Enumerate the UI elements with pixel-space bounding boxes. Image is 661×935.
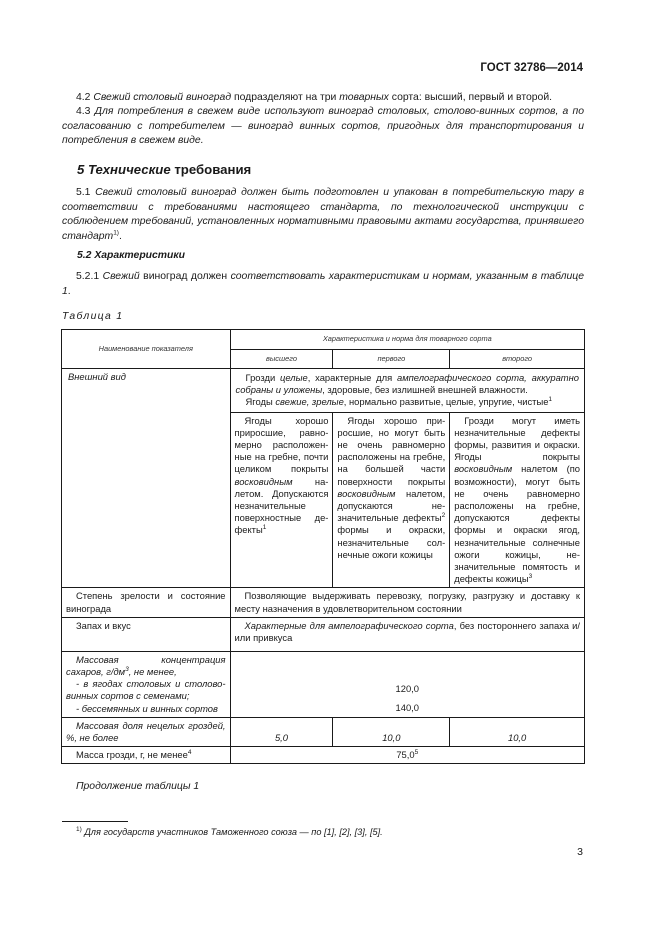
cell-text: Грозди [245,372,281,383]
appearance-grade-2 [333,412,450,588]
paragraph-4-2 [62,91,584,106]
sugar-value-2: 140,0 [395,701,419,713]
cell-text: , характерные для [307,372,397,383]
section-5-2-heading: 5.2 Характеристики [77,250,185,261]
row-label: Массовая доля нецелых гроздей, %, не более [62,717,231,746]
row-label-text: Внешний вид [68,371,126,382]
para-text: подразделяют на три [231,92,340,103]
table-row-ripeness [62,588,585,617]
cell-text: , нормально развитые, целые, упругие, чистые [343,396,549,408]
mass-value [230,747,584,764]
para-text: соответствовать характеристикам и нормам, указанным в таблице 1 [62,271,585,297]
table-caption: Таблица 1 [62,311,124,322]
cell-text: восковидным [454,463,513,475]
characteristics-table [61,329,585,764]
col-header-name: Наименование показателя [62,330,231,369]
appearance-common [230,369,584,413]
table-row-smell [62,617,585,651]
unit-exponent: 3 [125,665,129,673]
paragraph-5-1 [62,186,584,244]
cell-text: Ягоды [245,396,276,408]
appearance-common-line-1 [236,372,579,396]
para-number: 5.2.1 [76,271,103,282]
footnote-ref: 3 [528,573,533,581]
cell-text: Масса грозди, г, не менее [76,749,188,761]
col-header-group: Характеристика и норма для товарного сорта [230,330,584,350]
cell-text: Ягоды хорошо приросшие, но могут быть не очень равномерно расположены на гребне, на большей части поверхности покрыты [337,414,446,487]
para-text: сорта: высший, первый и второй. [388,92,553,103]
defective-value-grade-2: 10,0 [333,717,450,746]
cell-text: Грозди могут иметь незначительные дефекты формы, развития и окраски. Ягоды покрыты [454,414,580,463]
para-text: Свежий столовый виноград должен быть подготовлен и упакован в потребительскую тару в соответствии с требованиями настоящего стандарта, по технологической инструкции с соблюдением требований, установленных нормативными правовыми актами государства, принявшего стандарт [62,187,584,242]
footnote-text: Для государств участников Таможенного союза — по [1], [2], [3], [5]. [81,827,383,837]
cell-text: Ягоды хорошо приросшие, равномерно расположенные на гребне, почти целиком покрыты [234,414,329,475]
footnote-ref: 4 [187,749,192,757]
smell-value [230,617,584,651]
footnote-ref: 5 [414,749,419,757]
heading-part: требования [170,162,252,177]
cell-text: налетом (по возможности), могут быть не очень равномерно расположены на гребне, допускаются дефекты формы и окраски ягод, незначительные солнечные ожоги кожицы, незначительные помятость и дефекты кожицы [454,463,580,585]
row-label [62,651,231,717]
table-row-sugar [62,651,585,717]
para-number: 5.1 [76,187,96,198]
heading-part: 5 Технические [77,162,171,177]
col-header-grade-1: высшего [230,350,333,369]
para-text: виноград должен [139,271,231,282]
cell-text: целые [280,372,308,383]
footnote-ref: 2 [441,512,446,520]
row-label [62,747,231,764]
ripeness-value: Позволяющие выдерживать перевозку, погрузку, разгрузку и доставку к месту назначения в удовлетворительном состоянии [230,588,584,617]
paragraph-4-3 [62,105,584,149]
para-text: . [67,285,71,297]
cell-text: , без постороннего запаха и/или привкуса [234,619,580,644]
para-text: товарных [339,92,389,103]
cell-text: восковидным [337,487,396,499]
footnote-ref: 1 [548,396,553,404]
row-label: Степень зрелости и состояние винограда [62,588,231,617]
para-number: 4.3 [76,106,95,117]
cell-text: свежие, зрелые [275,396,344,408]
table-continuation-note: Продолжение таблицы 1 [76,781,200,792]
appearance-grade-1 [230,412,333,588]
standard-header: ГОСТ 32786—2014 [480,62,583,74]
cell-text: восковидным [234,475,293,487]
footnote-ref: 1 [262,524,267,532]
sugar-label [66,654,226,678]
table-row-mass [62,747,585,764]
col-header-grade-3: второго [450,350,585,369]
sugar-values [230,651,584,717]
para-text: Для потребления в свежем виде используют виноград столовых, столово-винных сортов, а по согласованию с потребителем — виноград винных сортов, пригодных для транспортирования и потребления в свежем виде. [62,106,584,146]
cell-text: 75,0 [396,749,415,761]
row-label: Запах и вкус [62,617,231,651]
cell-text: , не менее, [128,666,177,678]
table-row-defective [62,717,585,746]
para-text: Свежий столовый виноград [93,92,232,103]
cell-text: , здоровые, без излишней внешней влажности. [322,384,528,396]
table-row-appearance [62,369,585,413]
page-number: 3 [577,846,583,858]
section-5-heading [77,162,251,177]
cell-text: Массовая концентрация сахаров, г/дм [66,653,226,678]
cell-text: налетом, допускаются незначительные дефекты [337,487,446,524]
para-number: 4.2 [76,92,94,103]
col-header-grade-2: первого [333,350,450,369]
cell-text: Характерные для ампелографического сорта [244,619,454,631]
appearance-common-line-2 [236,396,579,408]
sugar-value-1: 120,0 [395,683,419,695]
cell-text: налетом. Допускаются незначительные поверхностные дефекты [234,475,329,536]
footnote-separator [62,821,128,822]
sugar-sub-1: - в ягодах столовых и столово-винных сортов с семенами; [66,678,226,702]
defective-value-grade-1: 5,0 [230,717,333,746]
paragraph-5-2-1 [62,270,584,299]
row-label [62,369,231,588]
footnote-mark: 1) [76,825,82,833]
footnote [76,827,383,837]
para-text: Свежий [102,271,140,282]
defective-value-grade-3: 10,0 [450,717,585,746]
table-header-row [62,330,585,350]
cell-text: ампелографического сорта, аккуратно собраны и уложены [235,372,579,396]
appearance-grade-3 [450,412,585,588]
sugar-sub-2: - бессемянных и винных сортов [76,702,218,714]
para-text: . [118,230,122,242]
footnote-ref: 1) [113,229,119,237]
cell-text: формы и окраски, незначительные солнечные ожоги кожицы [337,524,446,560]
